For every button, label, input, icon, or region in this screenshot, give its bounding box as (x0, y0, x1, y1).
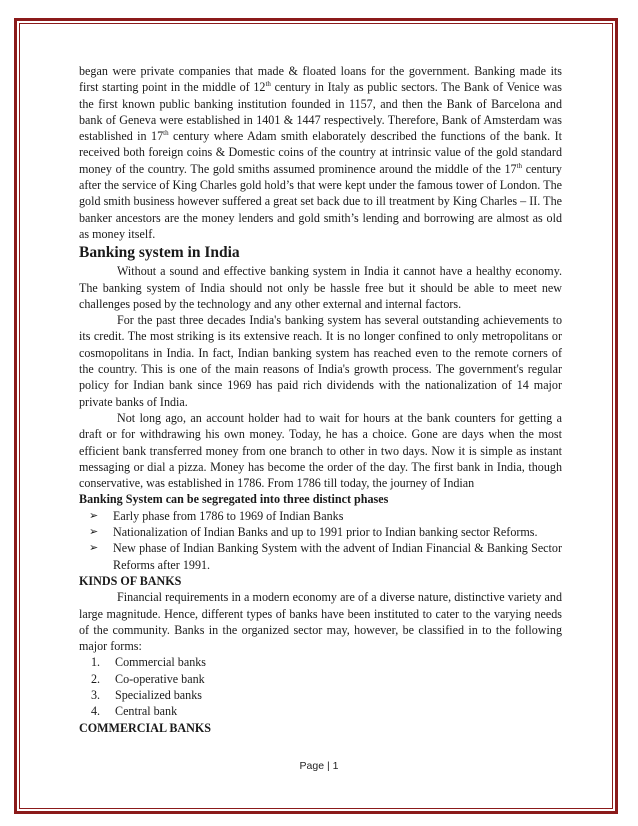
phases-list (79, 508, 562, 573)
phases-heading: Banking System can be segregated into three distinct phases (79, 492, 389, 507)
page-content (79, 63, 562, 736)
kinds-list (79, 654, 562, 719)
intro-paragraph: began were private companies that made & floated loans for the government. Banking made its first starting point in the middle of 12th century in Italy as public sectors. The Bank of Venice was the first known public banking institution founded in 1157, and then the Bank of Barcelona and bank of Geneva were established in 1401 & 1447 respectively. Therefore, Bank of Amsterdam was established in 17th century where Adam smith elaborately described the functions of the bank. It received both foreign coins & Domestic coins of the country at intrinsic value of the gold standard money of the country. The gold smiths assumed prominence around the middle of the 17th century after the service of King Charles gold hold’s that were kept under the famous tower of London. The gold smith business however suffered a great set back due to ill treatment by King Charles – II. The banker ancestors are the money lenders and gold smith’s lending and borrowing are almost as old as money itself. (79, 64, 562, 241)
list-item: ➢ Nationalization of Indian Banks and up to 1991 prior to Indian banking sector Reforms. (89, 525, 538, 540)
paragraph: Not long ago, an account holder had to wait for hours at the bank counters for getting a draft or for withdrawing his own money. Today, he has a choice. Gone are days when the most efficient bank transferred money from one branch to other in two days. Now it is simple as instant messaging or dial a pizza. Money has become the order of the day. The first bank in India, though conservative, was established in 1786. From 1786 till today, the journey of Indian (79, 410, 562, 491)
section-heading-banking-system-india: Banking system in India (79, 244, 240, 262)
paragraph: For the past three decades India's banking system has several outstanding achievements to its credit. The most striking is its extensive reach. It is no longer confined to only metropolitans or cosmopolitans in India. In fact, Indian banking system has reached even to the remote corners of the country. This is one of the main reasons of India's growth process. The government's regular policy for Indian bank since 1969 has paid rich dividends with the nationalization of 14 major private banks of India. (79, 313, 562, 409)
list-item: 2. Co-operative bank (91, 671, 205, 686)
list-item: ➢ New phase of Indian Banking System with the advent of Indian Financial & Banking Sector Reforms after 1991. (89, 541, 562, 572)
paragraph: Financial requirements in a modern economy are of a diverse nature, distinctive variety and large magnitude. Hence, different types of banks have been instituted to cater to the varying needs of the community. Banks in the organized sector may, however, be classified in to the following major forms: (79, 590, 562, 654)
section-heading-commercial-banks: COMMERCIAL BANKS (79, 720, 212, 735)
arrow-bullet-icon: ➢ (89, 525, 99, 539)
list-item: 1. Commercial banks (91, 655, 207, 670)
paragraph: Without a sound and effective banking system in India it cannot have a healthy economy. The banking system of India should not only be hassle free but it should be able to meet new challenges posed by the technology and any other external and internal factors. (79, 264, 562, 311)
arrow-bullet-icon: ➢ (89, 541, 99, 555)
list-item: 3. Specialized banks (91, 687, 202, 702)
arrow-bullet-icon: ➢ (89, 508, 99, 522)
page-number-footer: Page | 1 (299, 760, 339, 772)
list-item: ➢ Early phase from 1786 to 1969 of Indian Banks (89, 508, 344, 523)
section-heading-kinds-of-banks: KINDS OF BANKS (79, 573, 182, 588)
list-item: 4. Central bank (91, 704, 178, 719)
